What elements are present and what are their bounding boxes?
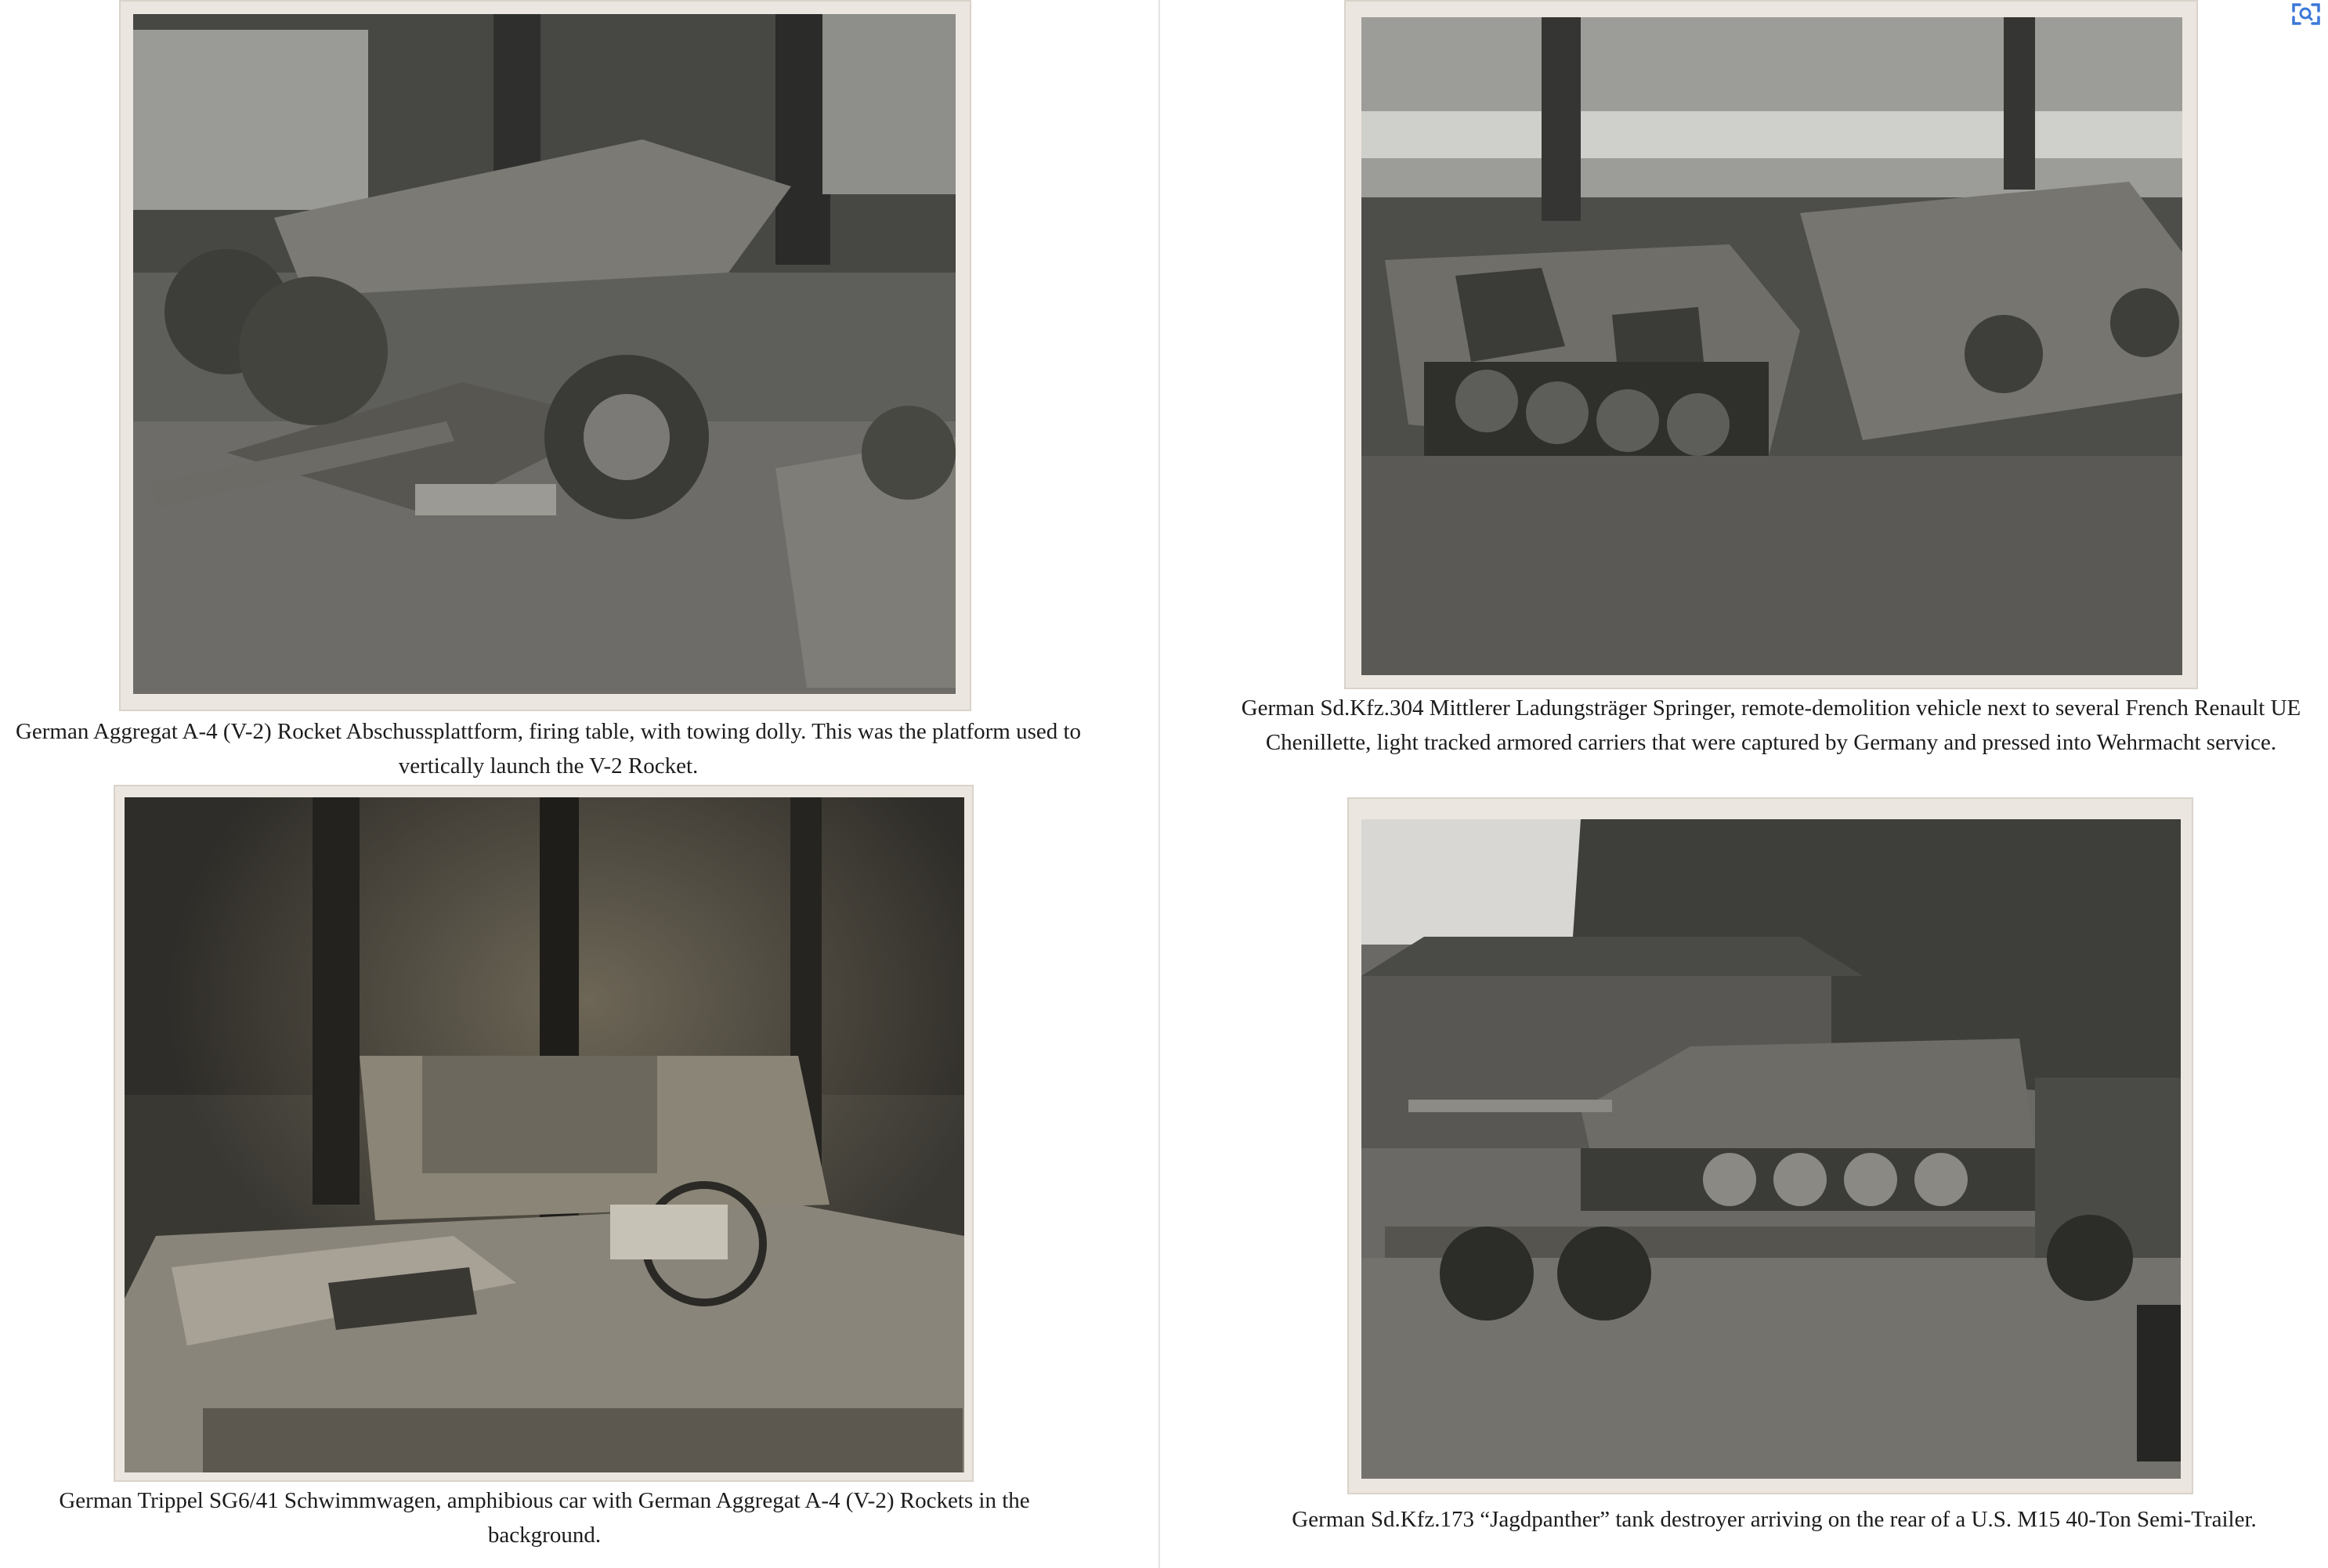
photo-springer — [1344, 0, 2198, 689]
photo-jagdpanther — [1347, 797, 2193, 1494]
caption-jagdpanther: German Sd.Kfz.173 “Jagdpanther” tank destroyer arriving on the rear of a U.S. M15 40-Ton Semi-Trailer. — [1292, 1507, 2257, 1532]
photo-springer-image — [1361, 17, 2182, 675]
column-divider — [1159, 0, 1160, 1568]
caption-schwimmwagen: German Trippel SG6/41 Schwimmwagen, amphibious car with German Aggregat A-4 (V-2) Rockets in the background. — [59, 1488, 1030, 1548]
caption-v2-platform: German Aggregat A-4 (V-2) Rocket Abschussplattform, firing table, with towing dolly. This was the platform used to vertically launch the V-2 Rocket. — [15, 719, 1082, 779]
visual-search-icon-glyph — [2289, 0, 2323, 28]
photo-jagdpanther-image — [1361, 819, 2181, 1479]
visual-search-icon[interactable] — [2284, 0, 2328, 31]
photo-v2-platform — [119, 0, 971, 711]
photo-schwimmwagen-image — [125, 797, 964, 1472]
caption-springer: German Sd.Kfz.304 Mittlerer Ladungsträger Springer, remote-demolition vehicle next to several French Renault UE Chenillette, light tracked armored carriers that were captured by Germany and pressed into Wehrmacht service. — [1241, 695, 2301, 755]
photo-schwimmwagen — [114, 785, 974, 1482]
photo-v2-platform-image — [133, 14, 956, 694]
